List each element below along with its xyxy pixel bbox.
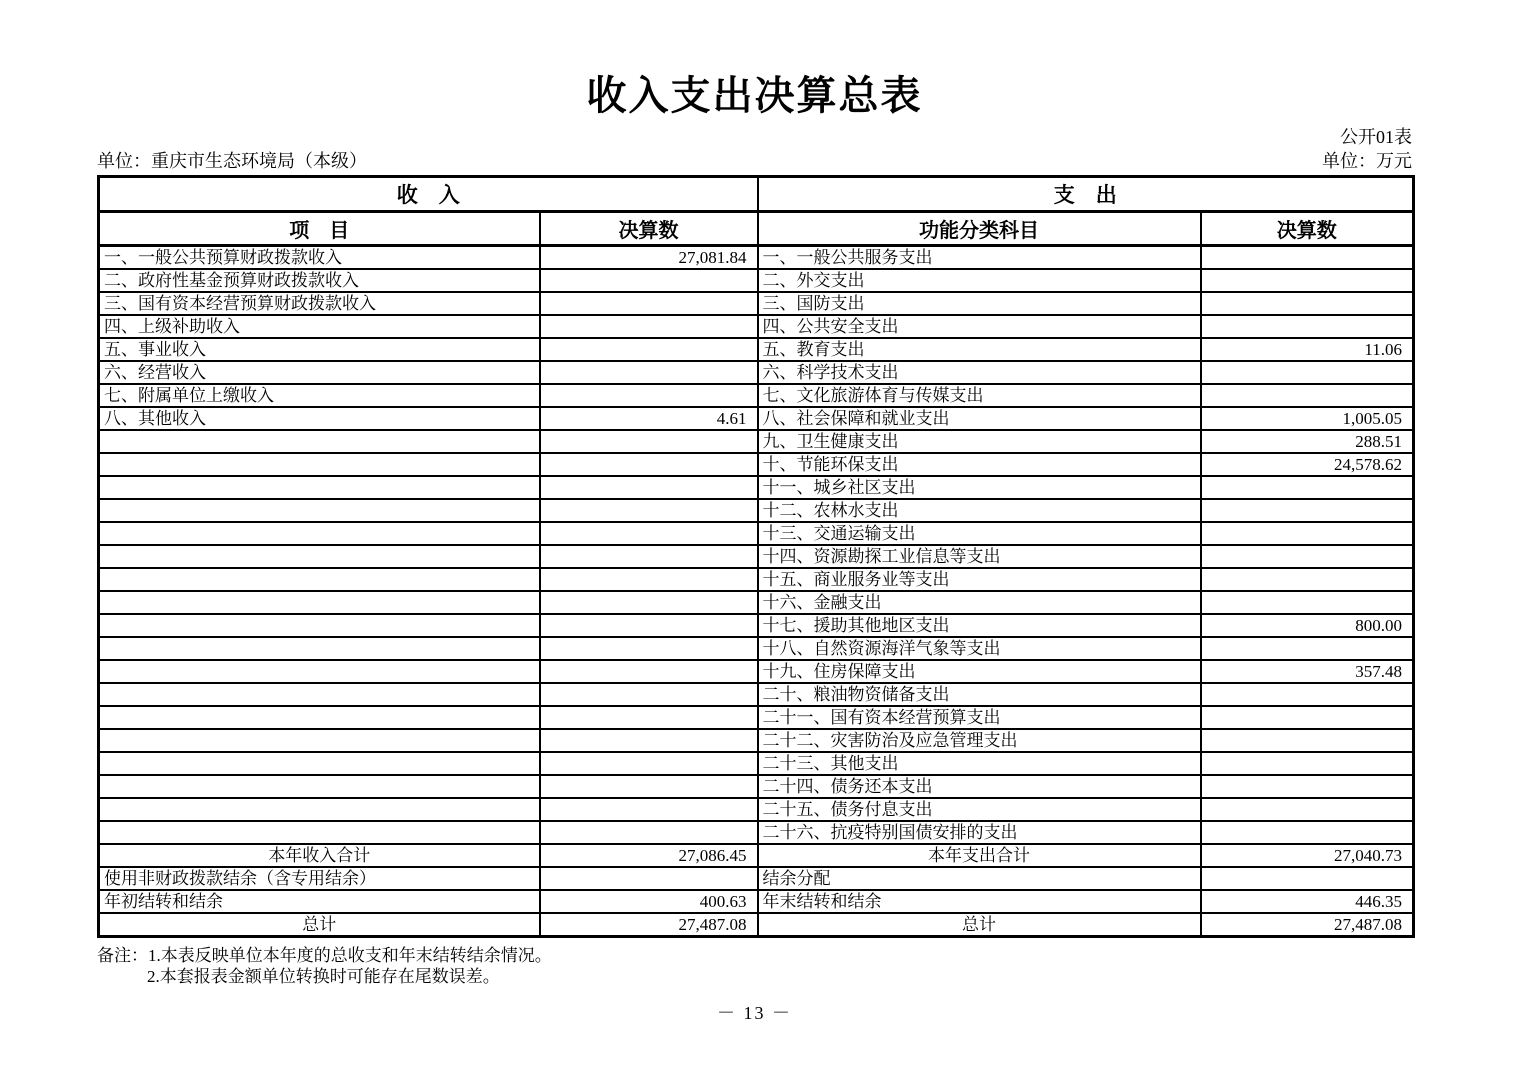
income-item-cell [99,545,540,568]
table-row [99,499,1414,522]
expense-amount-cell: 1,005.05 [1201,407,1414,430]
expense-item-cell: 结余分配 [758,867,1201,890]
income-amount-cell [540,361,758,384]
income-item-cell [99,522,540,545]
table-row [99,706,1414,729]
expense-item-cell: 十一、城乡社区支出 [758,476,1201,499]
table-row [99,338,1414,361]
expense-amount-cell: 11.06 [1201,338,1414,361]
income-amount-cell: 27,081.84 [540,246,758,270]
income-amount-cell [540,752,758,775]
table-row [99,890,1414,913]
expense-item-cell: 二十、粮油物资储备支出 [758,683,1201,706]
table-row [99,614,1414,637]
expense-amount-cell: 357.48 [1201,660,1414,683]
expense-amount-cell [1201,384,1414,407]
table-row [99,407,1414,430]
expense-item-cell: 本年支出合计 [758,844,1201,867]
income-amount-cell [540,499,758,522]
table-row [99,683,1414,706]
income-amount-cell [540,660,758,683]
expense-amount-cell [1201,706,1414,729]
expense-item-cell: 十八、自然资源海洋气象等支出 [758,637,1201,660]
expense-item-cell: 七、文化旅游体育与传媒支出 [758,384,1201,407]
table-row [99,660,1414,683]
table-row [99,867,1414,890]
expense-amount-cell [1201,729,1414,752]
note-line-1: 备注：1.本表反映单位本年度的总收支和年末结转结余情况。 [97,946,552,965]
expense-item-cell: 二十五、债务付息支出 [758,798,1201,821]
expense-item-cell: 总计 [758,913,1201,937]
expense-amount-cell: 446.35 [1201,890,1414,913]
income-amount-cell [540,867,758,890]
expense-item-cell: 年末结转和结余 [758,890,1201,913]
expense-item-cell: 二十二、灾害防治及应急管理支出 [758,729,1201,752]
column-header-expense-amount: 决算数 [1201,212,1414,246]
unit-name: 单位：重庆市生态环境局（本级） [97,151,367,171]
income-item-cell [99,821,540,844]
notes-block [97,945,1412,987]
expense-item-cell: 十五、商业服务业等支出 [758,568,1201,591]
income-item-cell [99,660,540,683]
note-line-2: 2.本套报表金额单位转换时可能存在尾数误差。 [147,967,500,986]
expense-item-cell: 八、社会保障和就业支出 [758,407,1201,430]
table-row [99,844,1414,867]
table-row [99,729,1414,752]
income-amount-cell: 27,487.08 [540,913,758,937]
income-item-cell: 使用非财政拨款结余（含专用结余） [99,867,540,890]
expense-item-cell: 十四、资源勘探工业信息等支出 [758,545,1201,568]
column-header-item: 项 目 [99,212,540,246]
expense-item-cell: 十七、援助其他地区支出 [758,614,1201,637]
income-item-cell: 七、附属单位上缴收入 [99,384,540,407]
income-amount-cell [540,430,758,453]
table-row [99,545,1414,568]
expense-amount-cell [1201,545,1414,568]
table-row [99,453,1414,476]
expense-item-cell: 一、一般公共服务支出 [758,246,1201,270]
column-header-row [99,212,1414,246]
income-amount-cell [540,315,758,338]
table-row [99,361,1414,384]
expense-amount-cell [1201,522,1414,545]
income-amount-cell [540,729,758,752]
table-row [99,775,1414,798]
expense-amount-cell [1201,821,1414,844]
page-title: 收入支出决算总表 [586,73,923,118]
expense-item-cell: 五、教育支出 [758,338,1201,361]
income-amount-cell [540,706,758,729]
income-item-cell [99,568,540,591]
expense-item-cell: 十九、住房保障支出 [758,660,1201,683]
income-item-cell: 本年收入合计 [99,844,540,867]
expense-amount-cell [1201,361,1414,384]
income-section-header: 收 入 [99,177,758,212]
income-item-cell [99,729,540,752]
income-item-cell: 八、其他收入 [99,407,540,430]
income-amount-cell: 4.61 [540,407,758,430]
income-amount-cell [540,522,758,545]
expense-item-cell: 六、科学技术支出 [758,361,1201,384]
document-page [97,0,1412,1025]
expense-item-cell: 十、节能环保支出 [758,453,1201,476]
income-amount-cell [540,292,758,315]
section-header-row [99,177,1414,212]
income-amount-cell: 400.63 [540,890,758,913]
expense-item-cell: 二十四、债务还本支出 [758,775,1201,798]
expense-amount-cell [1201,752,1414,775]
expense-amount-cell: 27,040.73 [1201,844,1414,867]
income-item-cell: 总计 [99,913,540,937]
income-amount-cell [540,798,758,821]
expense-item-cell: 二十六、抗疫特别国债安排的支出 [758,821,1201,844]
income-item-cell [99,775,540,798]
income-item-cell [99,706,540,729]
income-item-cell [99,637,540,660]
income-item-cell [99,752,540,775]
expense-amount-cell [1201,775,1414,798]
income-amount-cell [540,269,758,292]
income-amount-cell [540,384,758,407]
table-row [99,591,1414,614]
table-row [99,522,1414,545]
budget-summary-table [97,175,1415,938]
income-item-cell [99,591,540,614]
table-row [99,637,1414,660]
income-item-cell [99,614,540,637]
table-row [99,913,1414,937]
income-amount-cell [540,821,758,844]
expense-amount-cell [1201,683,1414,706]
expense-amount-cell [1201,591,1414,614]
income-amount-cell: 27,086.45 [540,844,758,867]
expense-item-cell: 十二、农林水支出 [758,499,1201,522]
expense-item-cell: 二十三、其他支出 [758,752,1201,775]
income-item-cell: 一、一般公共预算财政拨款收入 [99,246,540,270]
expense-amount-cell [1201,246,1414,270]
income-amount-cell [540,568,758,591]
income-item-cell: 六、经营收入 [99,361,540,384]
expense-item-cell: 十三、交通运输支出 [758,522,1201,545]
income-item-cell [99,453,540,476]
expense-amount-cell [1201,568,1414,591]
expense-section-header: 支 出 [758,177,1414,212]
expense-item-cell: 二十一、国有资本经营预算支出 [758,706,1201,729]
expense-amount-cell: 24,578.62 [1201,453,1414,476]
expense-amount-cell [1201,867,1414,890]
income-amount-cell [540,545,758,568]
table-row [99,292,1414,315]
income-item-cell: 四、上级补助收入 [99,315,540,338]
income-amount-cell [540,637,758,660]
expense-amount-cell [1201,798,1414,821]
income-item-cell [99,499,540,522]
expense-amount-cell [1201,269,1414,292]
table-row [99,821,1414,844]
table-row [99,315,1414,338]
income-item-cell [99,476,540,499]
expense-item-cell: 四、公共安全支出 [758,315,1201,338]
income-amount-cell [540,775,758,798]
table-row [99,476,1414,499]
income-amount-cell [540,476,758,499]
income-item-cell: 年初结转和结余 [99,890,540,913]
table-code: 公开01表 [1340,127,1412,147]
table-row [99,752,1414,775]
expense-amount-cell: 27,487.08 [1201,913,1414,937]
expense-item-cell: 十六、金融支出 [758,591,1201,614]
income-item-cell: 二、政府性基金预算财政拨款收入 [99,269,540,292]
income-amount-cell [540,683,758,706]
expense-item-cell: 二、外交支出 [758,269,1201,292]
table-row [99,798,1414,821]
page-number: － 13 － [717,1003,792,1023]
column-header-func-category: 功能分类科目 [758,212,1201,246]
expense-amount-cell [1201,476,1414,499]
income-amount-cell [540,453,758,476]
income-item-cell [99,683,540,706]
unit-row [97,150,1412,172]
table-row [99,269,1414,292]
income-amount-cell [540,338,758,361]
expense-amount-cell [1201,637,1414,660]
expense-amount-cell: 288.51 [1201,430,1414,453]
expense-amount-cell [1201,292,1414,315]
table-row [99,246,1414,270]
income-item-cell [99,430,540,453]
income-amount-cell [540,614,758,637]
table-row [99,430,1414,453]
income-item-cell: 五、事业收入 [99,338,540,361]
column-header-income-amount: 决算数 [540,212,758,246]
income-item-cell: 三、国有资本经营预算财政拨款收入 [99,292,540,315]
expense-amount-cell [1201,315,1414,338]
expense-amount-cell [1201,499,1414,522]
unit-currency: 单位：万元 [1322,151,1412,171]
table-row [99,384,1414,407]
income-item-cell [99,798,540,821]
expense-item-cell: 九、卫生健康支出 [758,430,1201,453]
table-row [99,568,1414,591]
expense-amount-cell: 800.00 [1201,614,1414,637]
income-amount-cell [540,591,758,614]
expense-item-cell: 三、国防支出 [758,292,1201,315]
